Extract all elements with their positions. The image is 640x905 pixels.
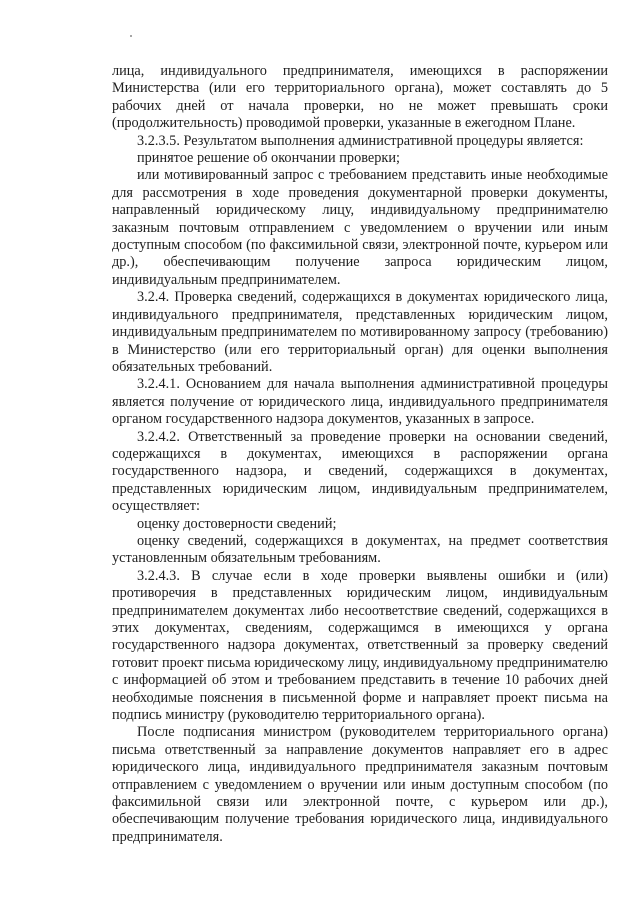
paragraph-request-item: или мотивированный запрос с требованием представить иные необходимые для рассмотрения в ходе проведения документарной проверки документы, направленный юридическому лицу, индивидуальному предпринимателю заказным почтовым отправлением с уведомлением о вручении или иным доступным способом (по факсимильной связи, электронной почте, курьером или др.), обеспечивающим получение запроса юридическим лицом, индивидуальным предпринимателем.: [112, 167, 608, 288]
scan-speck: [130, 35, 132, 37]
paragraph-3-2-4-1: 3.2.4.1. Основанием для начала выполнения административной процедуры является получение от юридического лица, индивидуального предпринимателя органом государственного надзора документов, указанных в запросе.: [112, 376, 608, 428]
paragraph-compliance-item: оценку сведений, содержащихся в документах, на предмет соответствия установленным обязательным требованиям.: [112, 532, 608, 567]
paragraph-3-2-3-5-heading: 3.2.3.5. Результатом выполнения административной процедуры является:: [137, 132, 584, 149]
paragraph-decision-item: принятое решение об окончании проверки;: [137, 150, 400, 167]
document-body: [112, 63, 608, 846]
paragraph-after-signing: После подписания министром (руководителем территориального органа) письма ответственный за направление документов направляет его в адрес юридического лица, индивидуального предпринимателя заказным почтовым отправлением с уведомлением о вручении или иным доступным способом (по факсимильной связи или электронной почте, с курьером или др.), обеспечивающим получение требования юридического лица, индивидуального предпринимателя.: [112, 724, 608, 845]
paragraph-3-2-4-2: 3.2.4.2. Ответственный за проведение проверки на основании сведений, содержащихся в документах, имеющихся в распоряжении органа государственного надзора, и сведений, содержащихся в документах, представленных юридическим лицом, индивидуальным предпринимателем, осуществляет:: [112, 428, 608, 515]
paragraph-reliability-item: оценку достоверности сведений;: [137, 515, 337, 532]
paragraph-3-2-4: 3.2.4. Проверка сведений, содержащихся в документах юридического лица, индивидуального предпринимателя, представленных юридическим лицом, индивидуальным предпринимателем по мотивированному запросу (требованию) в Министерство (или его территориальный орган) для оценки выполнения обязательных требований.: [112, 289, 608, 375]
paragraph-continuation: лица, индивидуального предпринимателя, имеющихся в распоряжении Министерства (или его территориального органа), может составлять до 5 рабочих дней от начала проверки, но не может превышать сроки (продолжительность) проводимой проверки, указанные в ежегодном Плане.: [112, 63, 608, 132]
paragraph-3-2-4-3: 3.2.4.3. В случае если в ходе проверки выявлены ошибки и (или) противоречия в представленных юридическим лицом, индивидуальным предпринимателем документах либо несоответствие сведений, содержащихся в этих документах, сведениям, содержащимся в имеющихся у органа государственного надзора документах, ответственный за проверку сведений готовит проект письма юридическому лицу, индивидуальному предпринимателю с информацией об этом и требованием представить в течение 10 рабочих дней необходимые пояснения в письменной форме и направляет проект письма на подпись министру (руководителю территориального органа).: [112, 567, 608, 724]
